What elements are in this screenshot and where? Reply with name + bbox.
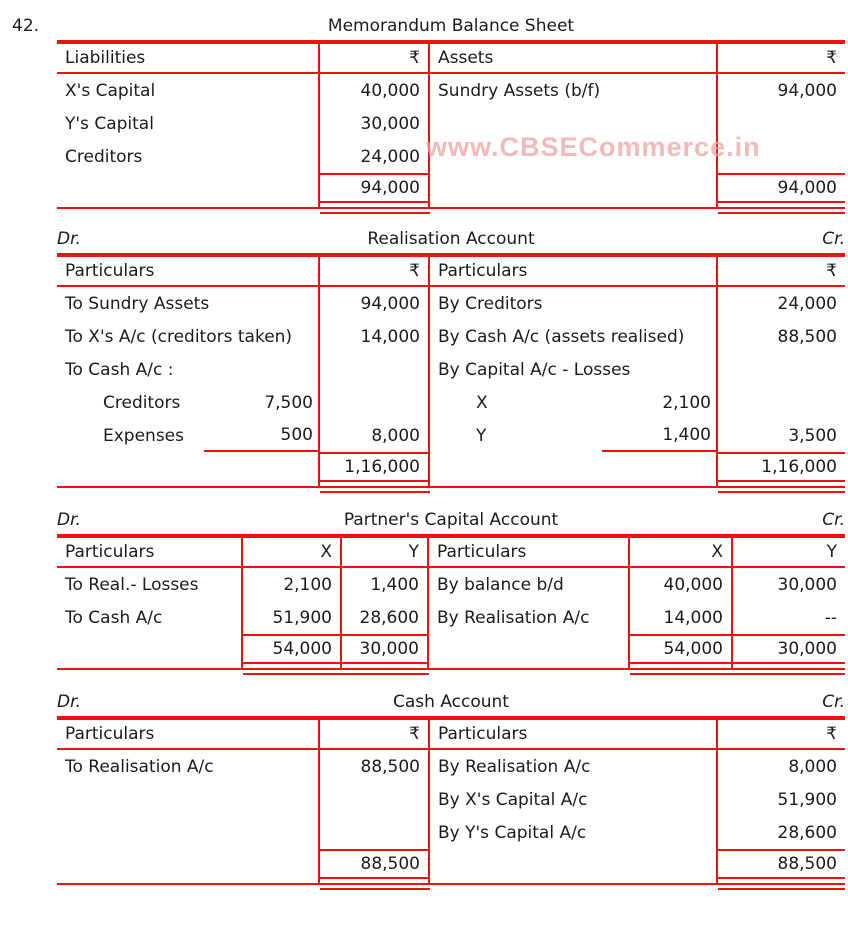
table-row: [57, 353, 845, 386]
label-cell: Y's Capital: [57, 107, 320, 140]
sub-label-cell: [57, 419, 320, 452]
closing-double-rule: [320, 491, 430, 493]
amount-cell: 2,100: [243, 568, 342, 601]
label-cell: [57, 849, 320, 879]
filler-row: [57, 203, 845, 207]
sub-label: Y: [476, 425, 487, 446]
header-liabilities: Liabilities: [57, 44, 320, 74]
realisation-section: [57, 225, 845, 488]
dr-label: Dr.: [57, 229, 81, 249]
total-amount-cell: 54,000: [630, 634, 733, 664]
amount-cell: 51,900: [777, 789, 837, 810]
table-row: [57, 601, 845, 634]
sub-amount-underlined: 1,400: [602, 419, 716, 452]
label-cell: [430, 173, 718, 203]
header-amount-right: ₹: [718, 720, 845, 750]
total-amount-cell: 88,500: [320, 849, 430, 879]
amount-cell: 24,000: [320, 140, 430, 173]
amount-cell: 24,000: [777, 293, 837, 314]
table-sub-row: [57, 386, 845, 419]
label-cell: By Creditors: [430, 287, 718, 320]
header-amount-right: ₹: [718, 257, 845, 287]
total-amount-cell: 1,16,000: [320, 452, 430, 482]
amount-cell: 88,500: [320, 750, 430, 783]
amount-cell: 14,000: [320, 320, 430, 353]
total-amount-cell: 1,16,000: [718, 452, 845, 482]
cr-label: Cr.: [822, 510, 845, 530]
amount-cell: 14,000: [630, 601, 733, 634]
label-cell: To X's A/c (creditors taken): [57, 320, 320, 353]
header-particulars-right: Particulars: [430, 720, 718, 750]
closing-double-rule: [718, 888, 845, 890]
realisation-heading: [57, 225, 845, 253]
table-row: [57, 750, 845, 783]
label-cell: [57, 173, 320, 203]
cr-label: Cr.: [822, 229, 845, 249]
sub-label-cell: [430, 386, 718, 419]
filler-row: [57, 664, 845, 668]
amount-cell: 8,000: [788, 756, 837, 777]
sub-amount: 7,500: [264, 392, 313, 413]
balance-sheet-title: Memorandum Balance Sheet: [327, 16, 575, 36]
label-cell: [57, 816, 320, 849]
label-cell: [57, 783, 320, 816]
label-cell: To Cash A/c: [57, 601, 243, 634]
total-amount-cell: 94,000: [320, 173, 430, 203]
balance-sheet-section: [57, 12, 845, 209]
amount-cell: 30,000: [777, 574, 837, 595]
realisation-title: Realisation Account: [367, 229, 535, 249]
amount-cell: 51,900: [243, 601, 342, 634]
label-cell: By Capital A/c - Losses: [430, 353, 718, 386]
cash-section: [57, 688, 845, 885]
sub-label: Creditors: [103, 392, 181, 413]
amount-cell: 8,000: [320, 419, 430, 452]
label-cell: X's Capital: [57, 74, 320, 107]
label-cell: To Cash A/c :: [57, 353, 320, 386]
cash-heading: [57, 688, 845, 716]
header-x-right: X: [630, 538, 733, 568]
amount-cell: 94,000: [320, 287, 430, 320]
label-cell: Sundry Assets (b/f): [430, 74, 718, 107]
closing-double-rule: [342, 673, 429, 675]
header-y-left: Y: [342, 538, 429, 568]
label-cell: To Realisation A/c: [57, 750, 320, 783]
amount-cell: [718, 353, 845, 386]
label-cell: [429, 634, 630, 664]
amount-cell: 28,600: [342, 601, 429, 634]
label-cell: By Y's Capital A/c: [430, 816, 718, 849]
realisation-table: [57, 253, 845, 488]
capital-title: Partner's Capital Account: [343, 510, 559, 530]
header-assets: Assets: [430, 44, 718, 74]
amount-cell: --: [824, 607, 837, 628]
balance-sheet-heading: [57, 12, 845, 40]
label-cell: By balance b/d: [429, 568, 630, 601]
table-row: [57, 287, 845, 320]
label-cell: [430, 452, 718, 482]
sub-label-cell: [57, 386, 320, 419]
header-y-right: Y: [733, 538, 845, 568]
header-particulars-right: Particulars: [429, 538, 630, 568]
table-row: [57, 320, 845, 353]
table-sub-row: [57, 419, 845, 452]
cr-label: Cr.: [822, 692, 845, 712]
label-cell: Creditors: [57, 140, 320, 173]
header-amount-left: ₹: [320, 44, 430, 74]
total-amount-cell: 94,000: [718, 173, 845, 203]
dr-label: Dr.: [57, 692, 81, 712]
label-cell: By Realisation A/c: [429, 601, 630, 634]
closing-double-rule: [320, 212, 430, 214]
total-row: [57, 173, 845, 203]
dr-label: Dr.: [57, 510, 81, 530]
header-particulars-left: Particulars: [57, 257, 320, 287]
header-amount-right: ₹: [718, 44, 845, 74]
amount-cell: [320, 353, 430, 386]
table-header-row: [57, 538, 845, 568]
capital-section: [57, 506, 845, 670]
label-cell: By Cash A/c (assets realised): [430, 320, 718, 353]
amount-cell: 88,500: [777, 326, 837, 347]
amount-cell: 94,000: [777, 80, 837, 101]
closing-double-rule: [243, 673, 342, 675]
amount-cell: 40,000: [320, 74, 430, 107]
table-row: [57, 816, 845, 849]
cash-title: Cash Account: [393, 692, 509, 712]
amount-cell: [320, 783, 430, 816]
table-header-row: [57, 720, 845, 750]
table-row: [57, 568, 845, 601]
label-cell: [430, 849, 718, 879]
amount-cell: [718, 386, 845, 419]
amount-cell: [320, 386, 430, 419]
total-amount-cell: 30,000: [733, 634, 845, 664]
header-particulars-left: Particulars: [57, 720, 320, 750]
sub-label: Expenses: [103, 425, 184, 446]
header-particulars-right: Particulars: [430, 257, 718, 287]
table-row: [57, 74, 845, 107]
total-amount-cell: 88,500: [718, 849, 845, 879]
label-cell: To Sundry Assets: [57, 287, 320, 320]
watermark-text: www.CBSECommerce.in: [426, 132, 761, 162]
question-number: 42.: [12, 16, 40, 36]
closing-double-rule: [718, 491, 845, 493]
closing-double-rule: [733, 673, 845, 675]
label-cell: [57, 452, 320, 482]
table-header-row: [57, 257, 845, 287]
header-amount-left: ₹: [320, 257, 430, 287]
capital-table: [57, 534, 845, 670]
cash-table: [57, 716, 845, 885]
total-row: [57, 452, 845, 482]
total-row: [57, 634, 845, 664]
closing-double-rule: [320, 888, 430, 890]
sub-amount: 2,100: [662, 392, 711, 413]
filler-row: [57, 879, 845, 883]
sub-label-cell: [430, 419, 718, 452]
total-amount-cell: 30,000: [342, 634, 429, 664]
amount-cell: 3,500: [788, 425, 837, 446]
amount-cell: 40,000: [630, 568, 733, 601]
amount-cell: 30,000: [320, 107, 430, 140]
total-amount-cell: 54,000: [243, 634, 342, 664]
label-cell: To Real.- Losses: [57, 568, 243, 601]
sub-amount-underlined: 500: [204, 419, 318, 452]
total-row: [57, 849, 845, 879]
table-row: [57, 783, 845, 816]
closing-double-rule: [630, 673, 733, 675]
label-cell: By X's Capital A/c: [430, 783, 718, 816]
header-particulars-left: Particulars: [57, 538, 243, 568]
filler-row: [57, 482, 845, 486]
amount-cell: [320, 816, 430, 849]
table-header-row: [57, 44, 845, 74]
label-cell: [57, 634, 243, 664]
label-cell: By Realisation A/c: [430, 750, 718, 783]
header-amount-left: ₹: [320, 720, 430, 750]
amount-cell: 1,400: [342, 568, 429, 601]
capital-heading: [57, 506, 845, 534]
amount-cell: 28,600: [777, 822, 837, 843]
sub-label: X: [476, 392, 488, 413]
closing-double-rule: [718, 212, 845, 214]
header-x-left: X: [243, 538, 342, 568]
balance-sheet-table: [57, 40, 845, 209]
